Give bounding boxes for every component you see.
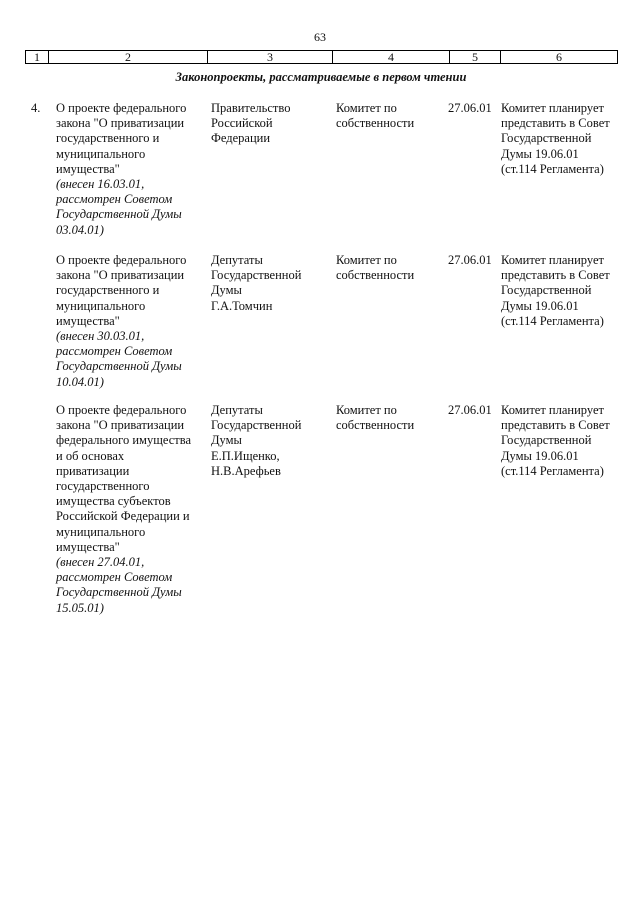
- column-number: 6: [501, 51, 618, 64]
- text-line: Государственной: [501, 433, 592, 448]
- consideration-date: 27.06.01: [448, 253, 492, 267]
- responsible-committee: [336, 253, 441, 283]
- text-line: Российской: [211, 116, 273, 131]
- responsible-committee: [336, 403, 441, 433]
- bill-authors: [211, 253, 331, 314]
- text-line: имущества": [56, 161, 120, 176]
- text-line: Думы: [211, 433, 242, 448]
- text-line: представить в Совет: [501, 268, 610, 283]
- text-line: имущества субъектов: [56, 494, 171, 509]
- column-number: 5: [450, 51, 501, 64]
- text-line: (ст.114 Регламента): [501, 313, 604, 328]
- text-line: муниципального: [56, 146, 146, 161]
- text-line: (внесен 30.03.01,: [56, 329, 145, 344]
- text-line: Н.В.Арефьев: [211, 463, 281, 478]
- text-line: Государственной: [501, 131, 592, 146]
- text-line: Комитет по: [336, 253, 397, 267]
- text-line: Комитет планирует: [501, 101, 604, 115]
- text-line: Государственной Думы: [56, 359, 182, 374]
- bill-title: [56, 253, 206, 390]
- text-line: собственности: [336, 116, 415, 131]
- text-line: О проекте федерального: [56, 403, 187, 417]
- entry-number: 4.: [31, 101, 41, 115]
- text-line: (внесен 27.04.01,: [56, 555, 145, 570]
- bill-remark: [501, 253, 623, 329]
- text-line: Государственной: [501, 283, 592, 298]
- text-line: федерального имущества: [56, 433, 191, 448]
- text-line: Е.П.Ищенко,: [211, 448, 280, 463]
- text-line: рассмотрен Советом: [56, 570, 173, 585]
- text-line: Правительство: [211, 101, 291, 115]
- text-line: Думы 19.06.01: [501, 448, 579, 463]
- text-line: государственного и: [56, 131, 160, 146]
- text-line: и об основах: [56, 448, 125, 463]
- text-line: приватизации: [56, 463, 130, 478]
- bill-authors: [211, 403, 331, 479]
- text-line: муниципального: [56, 298, 146, 313]
- consideration-date: 27.06.01: [448, 403, 492, 417]
- bill-title: [56, 403, 206, 616]
- text-line: Комитет по: [336, 101, 397, 115]
- footer-scan-stamp: [22, 892, 322, 900]
- text-line: 10.04.01): [56, 374, 104, 389]
- column-number: 4: [333, 51, 450, 64]
- text-line: представить в Совет: [501, 418, 610, 433]
- text-line: Думы 19.06.01: [501, 298, 579, 313]
- responsible-committee: [336, 101, 441, 131]
- text-line: имущества": [56, 313, 120, 328]
- text-line: имущества": [56, 539, 120, 554]
- text-line: Думы 19.06.01: [501, 146, 579, 161]
- text-line: Государственной: [211, 268, 302, 283]
- text-line: рассмотрен Советом: [56, 192, 173, 207]
- text-line: собственности: [336, 268, 415, 283]
- column-number: 1: [26, 51, 49, 64]
- text-line: Государственной: [211, 418, 302, 433]
- text-line: закона "О приватизации: [56, 418, 185, 433]
- text-line: Депутаты: [211, 253, 263, 267]
- text-line: 15.05.01): [56, 600, 104, 615]
- text-line: Государственной Думы: [56, 207, 182, 222]
- text-line: Депутаты: [211, 403, 263, 417]
- section-heading: Законопроекты, рассматриваемые в первом чтении: [175, 70, 467, 84]
- text-line: закона "О приватизации: [56, 116, 185, 131]
- text-line: (ст.114 Регламента): [501, 463, 604, 478]
- text-line: О проекте федерального: [56, 253, 187, 267]
- bill-authors: [211, 101, 331, 147]
- text-line: (ст.114 Регламента): [501, 161, 604, 176]
- text-line: собственности: [336, 418, 415, 433]
- text-line: (внесен 16.03.01,: [56, 177, 145, 192]
- text-line: Федерации: [211, 131, 271, 146]
- text-line: закона "О приватизации: [56, 268, 185, 283]
- text-line: Государственной Думы: [56, 585, 182, 600]
- text-line: 03.04.01): [56, 222, 104, 237]
- page-number: 63: [314, 30, 326, 44]
- column-number: 3: [208, 51, 333, 64]
- text-line: Думы: [211, 283, 242, 298]
- text-line: государственного и: [56, 283, 160, 298]
- text-line: муниципального: [56, 524, 146, 539]
- text-line: Комитет по: [336, 403, 397, 417]
- text-line: Российской Федерации и: [56, 509, 190, 524]
- text-line: Комитет планирует: [501, 253, 604, 267]
- text-line: О проекте федерального: [56, 101, 187, 115]
- bill-title: [56, 101, 206, 238]
- column-number: 2: [49, 51, 208, 64]
- text-line: Комитет планирует: [501, 403, 604, 417]
- column-number-header: [25, 50, 618, 64]
- text-line: Г.А.Томчин: [211, 298, 273, 313]
- text-line: рассмотрен Советом: [56, 344, 173, 359]
- bill-remark: [501, 101, 623, 177]
- consideration-date: 27.06.01: [448, 101, 492, 115]
- text-line: государственного: [56, 479, 150, 494]
- bill-remark: [501, 403, 623, 479]
- text-line: представить в Совет: [501, 116, 610, 131]
